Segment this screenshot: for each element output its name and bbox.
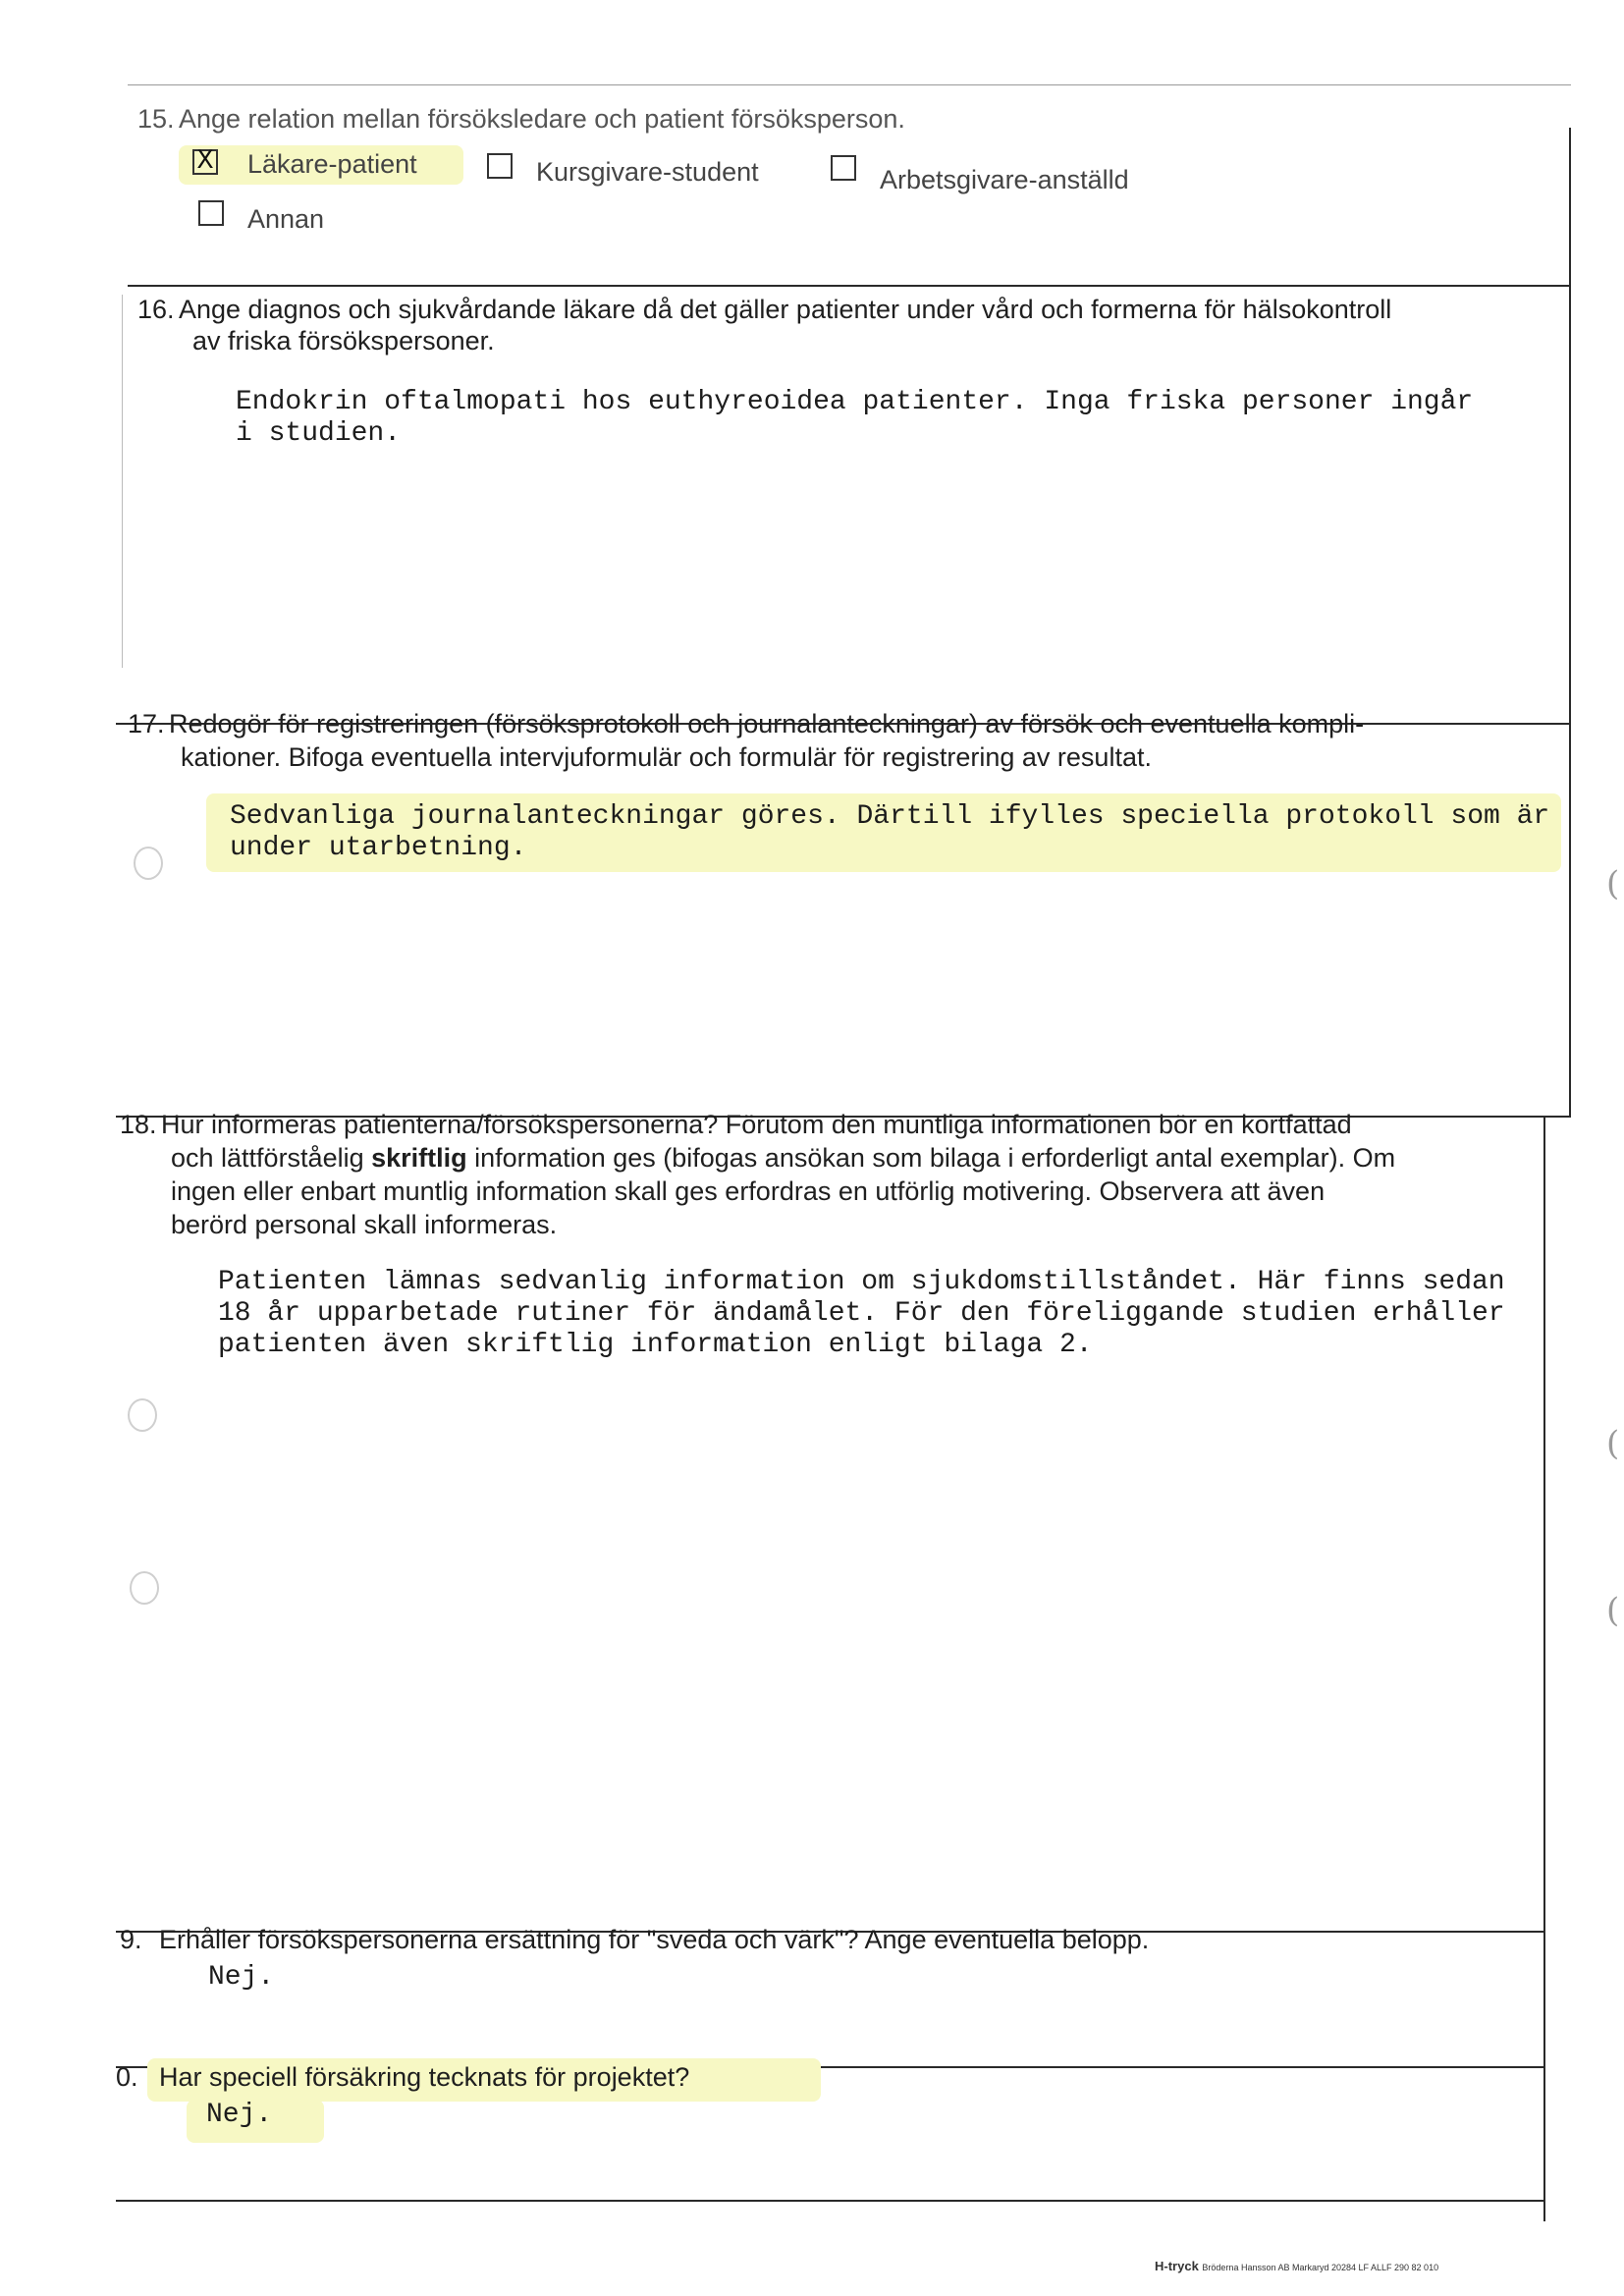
q18-prompt-line1 bbox=[120, 1110, 1352, 1139]
q17-prompt-line1 bbox=[128, 709, 1364, 738]
punch-hole-3 bbox=[130, 1571, 159, 1605]
margin-mark-2: ( bbox=[1606, 1424, 1620, 1463]
punch-hole-2 bbox=[128, 1398, 157, 1432]
q15-prompt bbox=[137, 104, 905, 134]
q18-line2-bold: skriftlig bbox=[371, 1143, 467, 1173]
section16-left-border bbox=[122, 295, 123, 668]
q19-prompt bbox=[120, 1925, 1149, 1954]
q16-text-line1: Ange diagnos och sjukvårdande läkare då det gäller patienter under vård och formerna för hälsokontroll bbox=[179, 295, 1392, 324]
printer-name: H-tryck bbox=[1155, 2259, 1199, 2273]
q18-line2-post: information ges (bifogas ansökan som bilaga i erforderligt antal exemplar). Om bbox=[466, 1143, 1396, 1173]
section17-right-border bbox=[1569, 723, 1571, 1116]
option-label-arbetsgivare-anstalld: Arbetsgivare-anställd bbox=[880, 165, 1129, 194]
q16-prompt-line1 bbox=[137, 295, 1391, 324]
checkbox-lakare-patient[interactable]: X bbox=[192, 149, 218, 175]
section16-right-border bbox=[1569, 304, 1571, 727]
option-label-annan: Annan bbox=[247, 204, 325, 234]
q16-answer-line2: i studien. bbox=[236, 418, 402, 449]
q19-number: 9. bbox=[120, 1925, 142, 1954]
section15-top-rule bbox=[128, 84, 1571, 85]
q15-number: 15. bbox=[137, 104, 175, 134]
printer-details: Bröderna Hansson AB Markaryd 20284 LF ALLF 290 82 010 bbox=[1202, 2263, 1439, 2272]
q17-text-line1: Redogör för registreringen (försöksprotokoll och journalanteckningar) av försök och eventuella kompli- bbox=[169, 709, 1365, 738]
q18-prompt-line2 bbox=[171, 1143, 1395, 1173]
form-bottom-rule bbox=[116, 2200, 1545, 2202]
margin-mark-1: ( bbox=[1606, 864, 1620, 903]
punch-hole-1 bbox=[134, 847, 163, 880]
margin-mark-3: ( bbox=[1606, 1591, 1620, 1630]
q18-answer-line2: 18 år upparbetade rutiner för ändamålet. För den föreliggande studien erhåller bbox=[218, 1298, 1505, 1329]
checkbox-kursgivare-student[interactable] bbox=[487, 153, 513, 179]
section18-right-border bbox=[1543, 1116, 1545, 2221]
option-label-lakare-patient: Läkare-patient bbox=[247, 149, 417, 179]
q18-prompt-line3: ingen eller enbart muntlig information skall ges erfordras en utförlig motivering. Observera att även bbox=[171, 1176, 1326, 1206]
q18-line2-pre: och lättförståelig bbox=[171, 1143, 372, 1173]
q18-text-line1: Hur informeras patienterna/försökspersonerna? Förutom den muntliga informationen bör en kortfattad bbox=[161, 1110, 1352, 1139]
q20-text: Har speciell försäkring tecknats för projektet? bbox=[159, 2062, 690, 2092]
checkbox-annan[interactable] bbox=[198, 200, 224, 226]
q18-number: 18. bbox=[120, 1110, 157, 1139]
q20-number: 0. bbox=[116, 2062, 138, 2092]
section15-right-border bbox=[1569, 128, 1571, 304]
q16-number: 16. bbox=[137, 295, 175, 324]
q18-answer-line1: Patienten lämnas sedvanlig information om sjukdomstillståndet. Här finns sedan bbox=[218, 1267, 1505, 1297]
q15-text: Ange relation mellan försöksledare och patient försöksperson. bbox=[179, 104, 905, 134]
q20-answer: Nej. bbox=[206, 2100, 273, 2130]
printer-footer bbox=[1155, 2259, 1438, 2273]
q16-answer-line1: Endokrin oftalmopati hos euthyreoidea patienter. Inga friska personer ingår bbox=[236, 387, 1474, 417]
q20-prompt bbox=[116, 2062, 689, 2092]
q17-answer-line2: under utarbetning. bbox=[230, 833, 527, 863]
q18-answer-line3: patienten även skriftlig information enligt bilaga 2. bbox=[218, 1330, 1093, 1360]
q16-prompt-line2: av friska försökspersoner. bbox=[192, 326, 495, 355]
checkbox-arbetsgivare-anstalld[interactable] bbox=[831, 155, 856, 181]
section16-top-rule bbox=[128, 285, 1571, 287]
q18-prompt-line4: berörd personal skall informeras. bbox=[171, 1210, 558, 1239]
q17-prompt-line2: kationer. Bifoga eventuella intervjuformulär och formulär för registrering av resultat. bbox=[181, 742, 1152, 772]
q19-text: Erhåller försökspersonerna ersättning för "sveda och värk"? Ange eventuella belopp. bbox=[159, 1925, 1150, 1954]
q17-answer-line1: Sedvanliga journalanteckningar göres. Därtill ifylles speciella protokoll som är bbox=[230, 801, 1550, 832]
q19-answer: Nej. bbox=[208, 1962, 275, 1993]
option-label-kursgivare-student: Kursgivare-student bbox=[536, 157, 759, 187]
q17-number: 17. bbox=[128, 709, 165, 738]
